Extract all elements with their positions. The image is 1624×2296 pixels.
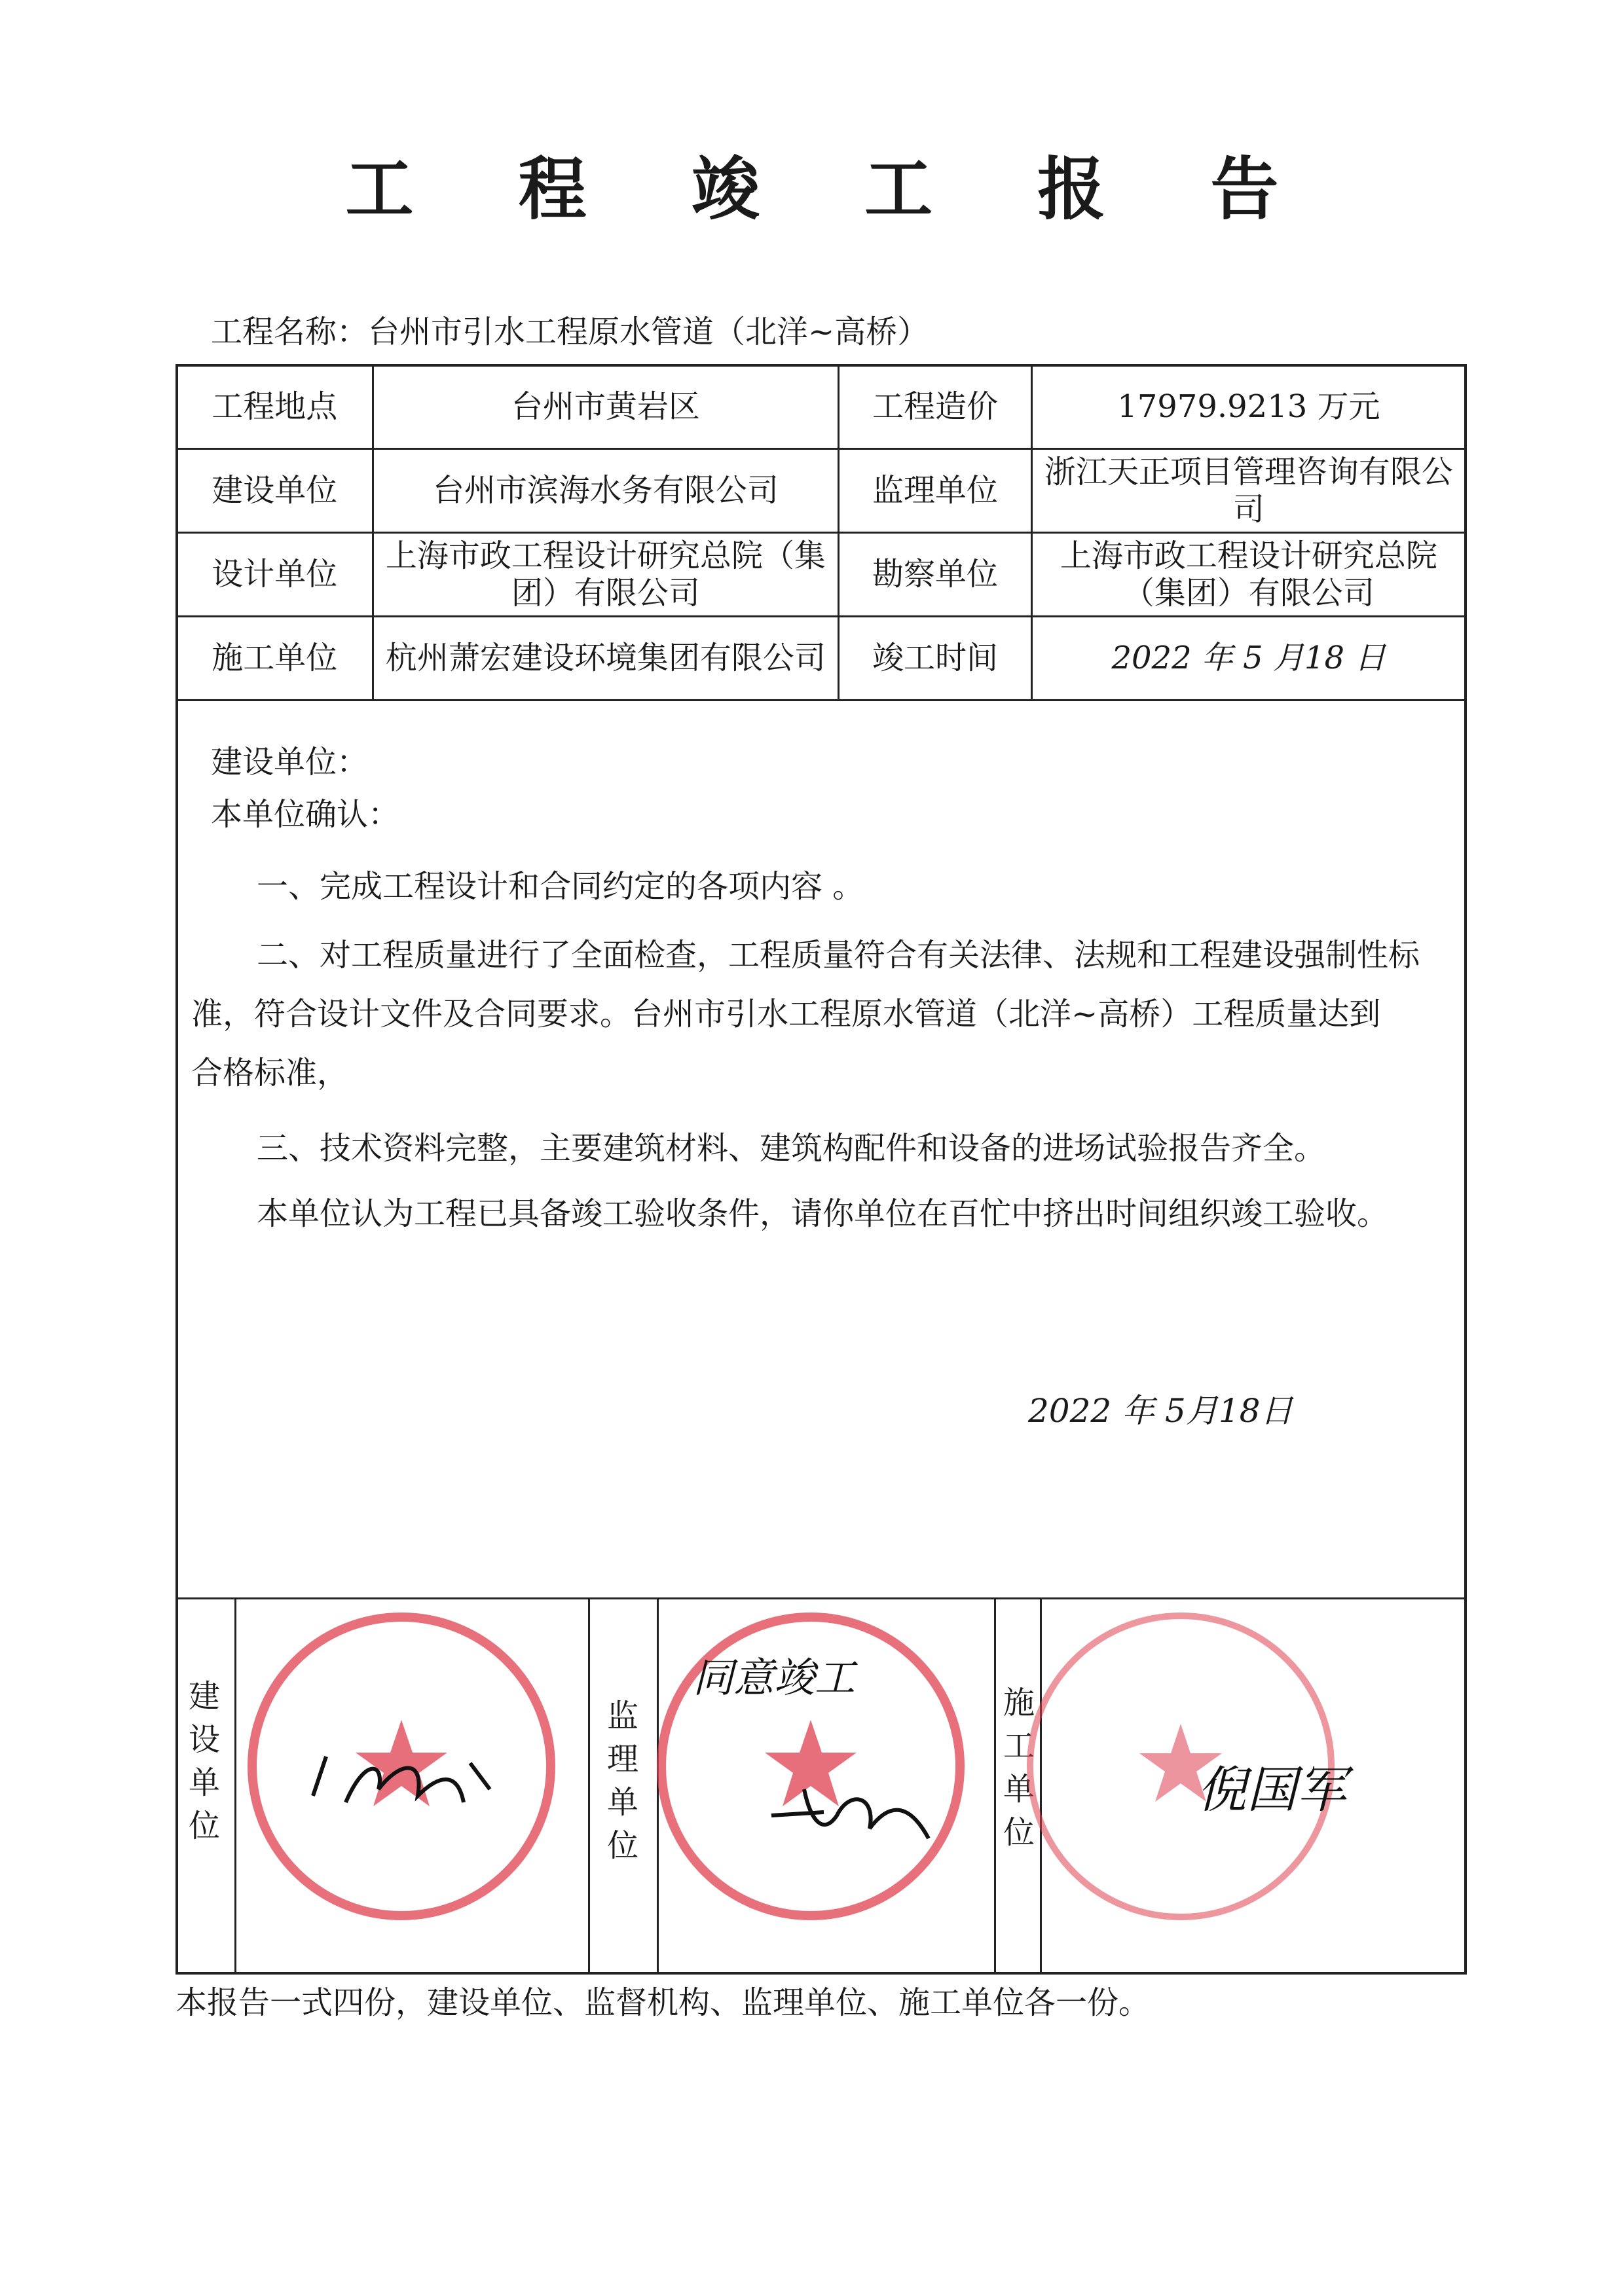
divider [994, 1599, 996, 1975]
cell-value: 台州市滨海水务有限公司 [373, 449, 839, 533]
report-footer: 本报告一式四份，建设单位、监督机构、监理单位、施工单位各一份。 [175, 1984, 1151, 2021]
cell-label: 工程地点 [177, 365, 373, 449]
signer-label-supervision: 监理单位 [606, 1698, 638, 1864]
cell-label: 设计单位 [177, 533, 373, 617]
cell-value: 2022 年 5 月18 日 [1031, 617, 1466, 701]
signer-label-construction: 建设单位 [188, 1678, 220, 1844]
item-2-line-1: 二、对工程质量进行了全面检查，工程质量符合有关法律、法规和工程建设强制性标 [257, 937, 1420, 974]
table-row [177, 533, 1466, 617]
cell-value: 浙江天正项目管理咨询有限公司 [1031, 449, 1466, 533]
addressee: 建设单位： [211, 744, 369, 780]
closing-text: 本单位认为工程已具备竣工验收条件，请你单位在百忙中挤出时间组织竣工验收。 [257, 1195, 1389, 1232]
signer-label-contractor: 施工单位 [1003, 1685, 1035, 1851]
signature-row [175, 1597, 1467, 1975]
table-row [177, 617, 1466, 701]
confirm-heading: 本单位确认： [211, 796, 400, 833]
cell-value: 上海市政工程设计研究总院（集团）有限公司 [373, 533, 839, 617]
cell-value: 17979.9213 万元 [1031, 365, 1466, 449]
signature-contractor: 倪国军 [1197, 1760, 1346, 1819]
item-2-line-3: 合格标准， [191, 1055, 349, 1091]
divider [234, 1599, 236, 1975]
table-row [177, 449, 1466, 533]
divider [588, 1599, 590, 1975]
cell-label: 施工单位 [177, 617, 373, 701]
sign-date: 2022 年 5月18日 [1028, 1392, 1293, 1430]
item-3: 三、技术资料完整，主要建筑材料、建筑构配件和设备的进场试验报告齐全。 [257, 1130, 1326, 1167]
info-table [175, 364, 1467, 701]
report-title: 工 程 竣 工 报 告 [345, 149, 1320, 229]
project-name: 工程名称：台州市引水工程原水管道（北洋~高桥） [211, 314, 929, 350]
cell-label: 监理单位 [839, 449, 1032, 533]
item-2-line-2: 准，符合设计文件及合同要求。台州市引水工程原水管道（北洋~高桥）工程质量达到 [191, 996, 1381, 1032]
table-row [177, 365, 1466, 449]
cell-label: 工程造价 [839, 365, 1032, 449]
cell-value: 台州市黄岩区 [373, 365, 839, 449]
cell-value: 上海市政工程设计研究总院（集团）有限公司 [1031, 533, 1466, 617]
cell-label: 建设单位 [177, 449, 373, 533]
cell-label: 勘察单位 [839, 533, 1032, 617]
signature-supervision [765, 1776, 942, 1859]
item-1: 一、完成工程设计和合同约定的各项内容 。 [257, 868, 864, 905]
cell-value: 杭州萧宏建设环境集团有限公司 [373, 617, 839, 701]
approval-note: 同意竣工 [693, 1654, 856, 1702]
cell-label: 竣工时间 [839, 617, 1032, 701]
signature-construction [306, 1743, 503, 1827]
